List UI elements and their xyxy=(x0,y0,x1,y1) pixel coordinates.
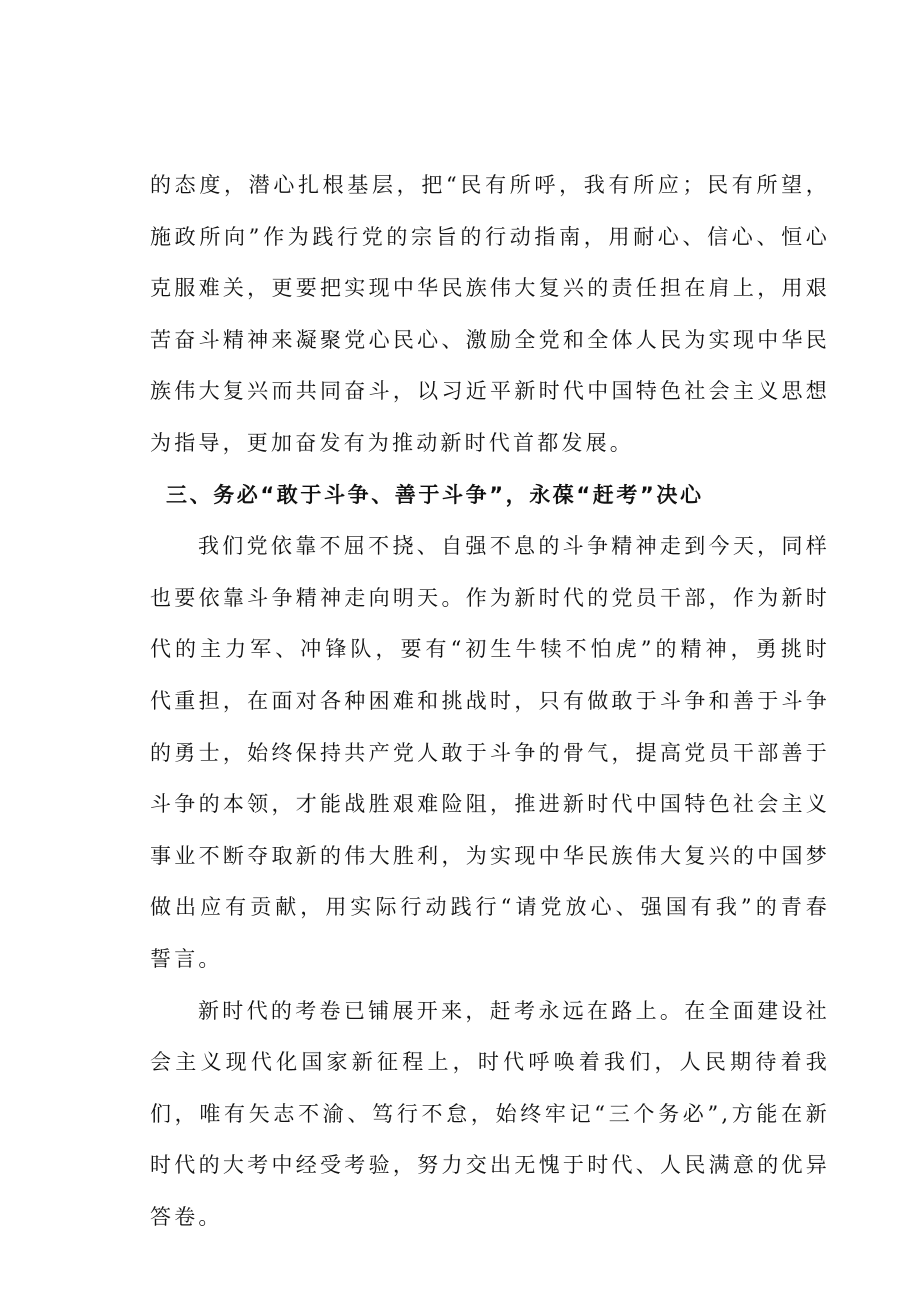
document-body xyxy=(150,160,830,1243)
paragraph-conclusion: 新时代的考卷已铺展开来，赶考永远在路上。在全面建设社会主义现代化国家新征程上，时代呼唤着我们，人民期待着我们，唯有矢志不渝、笃行不怠，始终牢记“三个务必”,方能在新时代的大考中经受考验，努力交出无愧于时代、人民满意的优异答卷。 xyxy=(150,998,830,1229)
paragraph-continuation: 的态度，潜心扎根基层，把“民有所呼，我有所应；民有所望，施政所向”作为践行党的宗旨的行动指南，用耐心、信心、恒心克服难关，更要把实现中华民族伟大复兴的责任担在肩上，用艰苦奋斗精神来凝聚党心民心、激励全党和全体人民为实现中华民族伟大复兴而共同奋斗，以习近平新时代中国特色社会主义思想为指导，更加奋发有为推动新时代首都发展。 xyxy=(150,173,830,455)
section-heading-three: 三、务必“敢于斗争、善于斗争”，永葆“赶考”决心 xyxy=(166,482,704,507)
paragraph-struggle-spirit: 我们党依靠不屈不挠、自强不息的斗争精神走到今天，同样也要依靠斗争精神走向明天。作为新时代的党员干部，作为新时代的主力军、冲锋队，要有“初生牛犊不怕虎”的精神，勇挑时代重担，在面对各种困难和挑战时，只有做敢于斗争和善于斗争的勇士，始终保持共产党人敢于斗争的骨气，提高党员干部善于斗争的本领，才能战胜艰难险阻，推进新时代中国特色社会主义事业不断夺取新的伟大胜利，为实现中华民族伟大复兴的中国梦做出应有贡献，用实际行动践行“请党放心、强国有我”的青春誓言。 xyxy=(150,534,830,971)
